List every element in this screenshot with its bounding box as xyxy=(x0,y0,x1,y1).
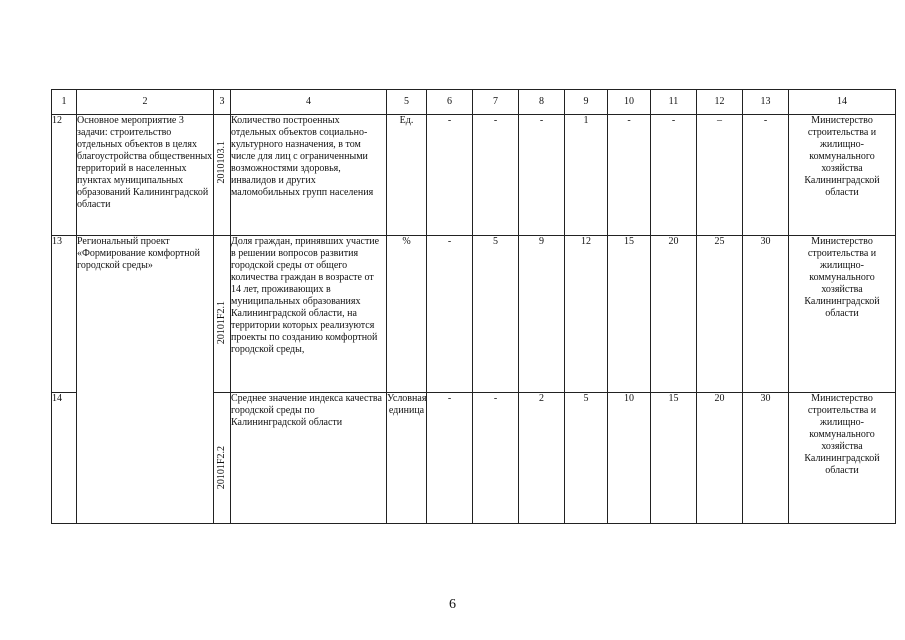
header-cell: 6 xyxy=(427,90,473,115)
indicator-name: Доля граждан, принявших участие в решении вопросов развития городской среды от общего количества граждан в возрасте от 14 лет, проживающих в муниципальных образованиях Калининградской области, на территории которых реализуются проекты по созданию комфортной городской среды, xyxy=(231,236,387,393)
value-cell: – xyxy=(697,115,743,236)
value-cell: - xyxy=(743,115,789,236)
row-number: 14 xyxy=(52,393,77,524)
header-cell: 1 xyxy=(52,90,77,115)
header-cell: 13 xyxy=(743,90,789,115)
header-cell: 3 xyxy=(214,90,231,115)
value-cell: 15 xyxy=(608,236,651,393)
value-cell: 5 xyxy=(473,236,519,393)
header-cell: 5 xyxy=(387,90,427,115)
table-row xyxy=(52,115,896,236)
value-cell: 30 xyxy=(743,393,789,524)
header-cell: 4 xyxy=(231,90,387,115)
value-cell: - xyxy=(473,115,519,236)
value-cell: 12 xyxy=(565,236,608,393)
header-cell: 12 xyxy=(697,90,743,115)
value-cell: 30 xyxy=(743,236,789,393)
indicator-name: Среднее значение индекса качества городской среды по Калининградской области xyxy=(231,393,387,524)
value-cell: - xyxy=(519,115,565,236)
indicator-name: Количество построенных отдельных объектов социально-культурного назначения, в том числе для лиц с ограниченными возможностями здоровья, инвалидов и других маломобильных групп населения xyxy=(231,115,387,236)
header-cell: 9 xyxy=(565,90,608,115)
header-cell: 7 xyxy=(473,90,519,115)
row-number: 13 xyxy=(52,236,77,393)
unit: % xyxy=(387,236,427,393)
indicator-code: 20101F2.2 xyxy=(216,445,227,489)
value-cell: 10 xyxy=(608,393,651,524)
value-cell: - xyxy=(427,115,473,236)
event-name: Основное мероприятие 3 задачи: строительство отдельных объектов в целях благоустройства общественных территорий в населенных пунктах муниципальных образований Калининградской области xyxy=(77,115,214,236)
responsible: Министерство строительства и жилищно-коммунального хозяйства Калининградской области xyxy=(789,393,896,524)
unit: Ед. xyxy=(387,115,427,236)
header-cell: 11 xyxy=(651,90,697,115)
value-cell: 20 xyxy=(651,236,697,393)
indicator-code: 20101F2.1 xyxy=(216,300,227,344)
unit: Условная единица xyxy=(387,393,427,524)
responsible: Министерство строительства и жилищно-коммунального хозяйства Калининградской области xyxy=(789,115,896,236)
table-row xyxy=(52,236,896,393)
responsible: Министерство строительства и жилищно-коммунального хозяйства Калининградской области xyxy=(789,236,896,393)
header-cell: 10 xyxy=(608,90,651,115)
value-cell: 5 xyxy=(565,393,608,524)
indicator-code: 2010103.1 xyxy=(216,140,227,183)
header-cell: 14 xyxy=(789,90,896,115)
value-cell: - xyxy=(608,115,651,236)
row-number: 12 xyxy=(52,115,77,236)
value-cell: 15 xyxy=(651,393,697,524)
value-cell: 2 xyxy=(519,393,565,524)
value-cell: - xyxy=(427,393,473,524)
value-cell: - xyxy=(651,115,697,236)
value-cell: 20 xyxy=(697,393,743,524)
header-row xyxy=(52,90,896,115)
header-cell: 8 xyxy=(519,90,565,115)
value-cell: - xyxy=(427,236,473,393)
value-cell: - xyxy=(473,393,519,524)
indicator-table xyxy=(51,89,896,524)
page-number: 6 xyxy=(449,597,456,612)
value-cell: 9 xyxy=(519,236,565,393)
value-cell: 25 xyxy=(697,236,743,393)
event-name: Региональный проект «Формирование комфортной городской среды» xyxy=(77,236,214,524)
header-cell: 2 xyxy=(77,90,214,115)
value-cell: 1 xyxy=(565,115,608,236)
